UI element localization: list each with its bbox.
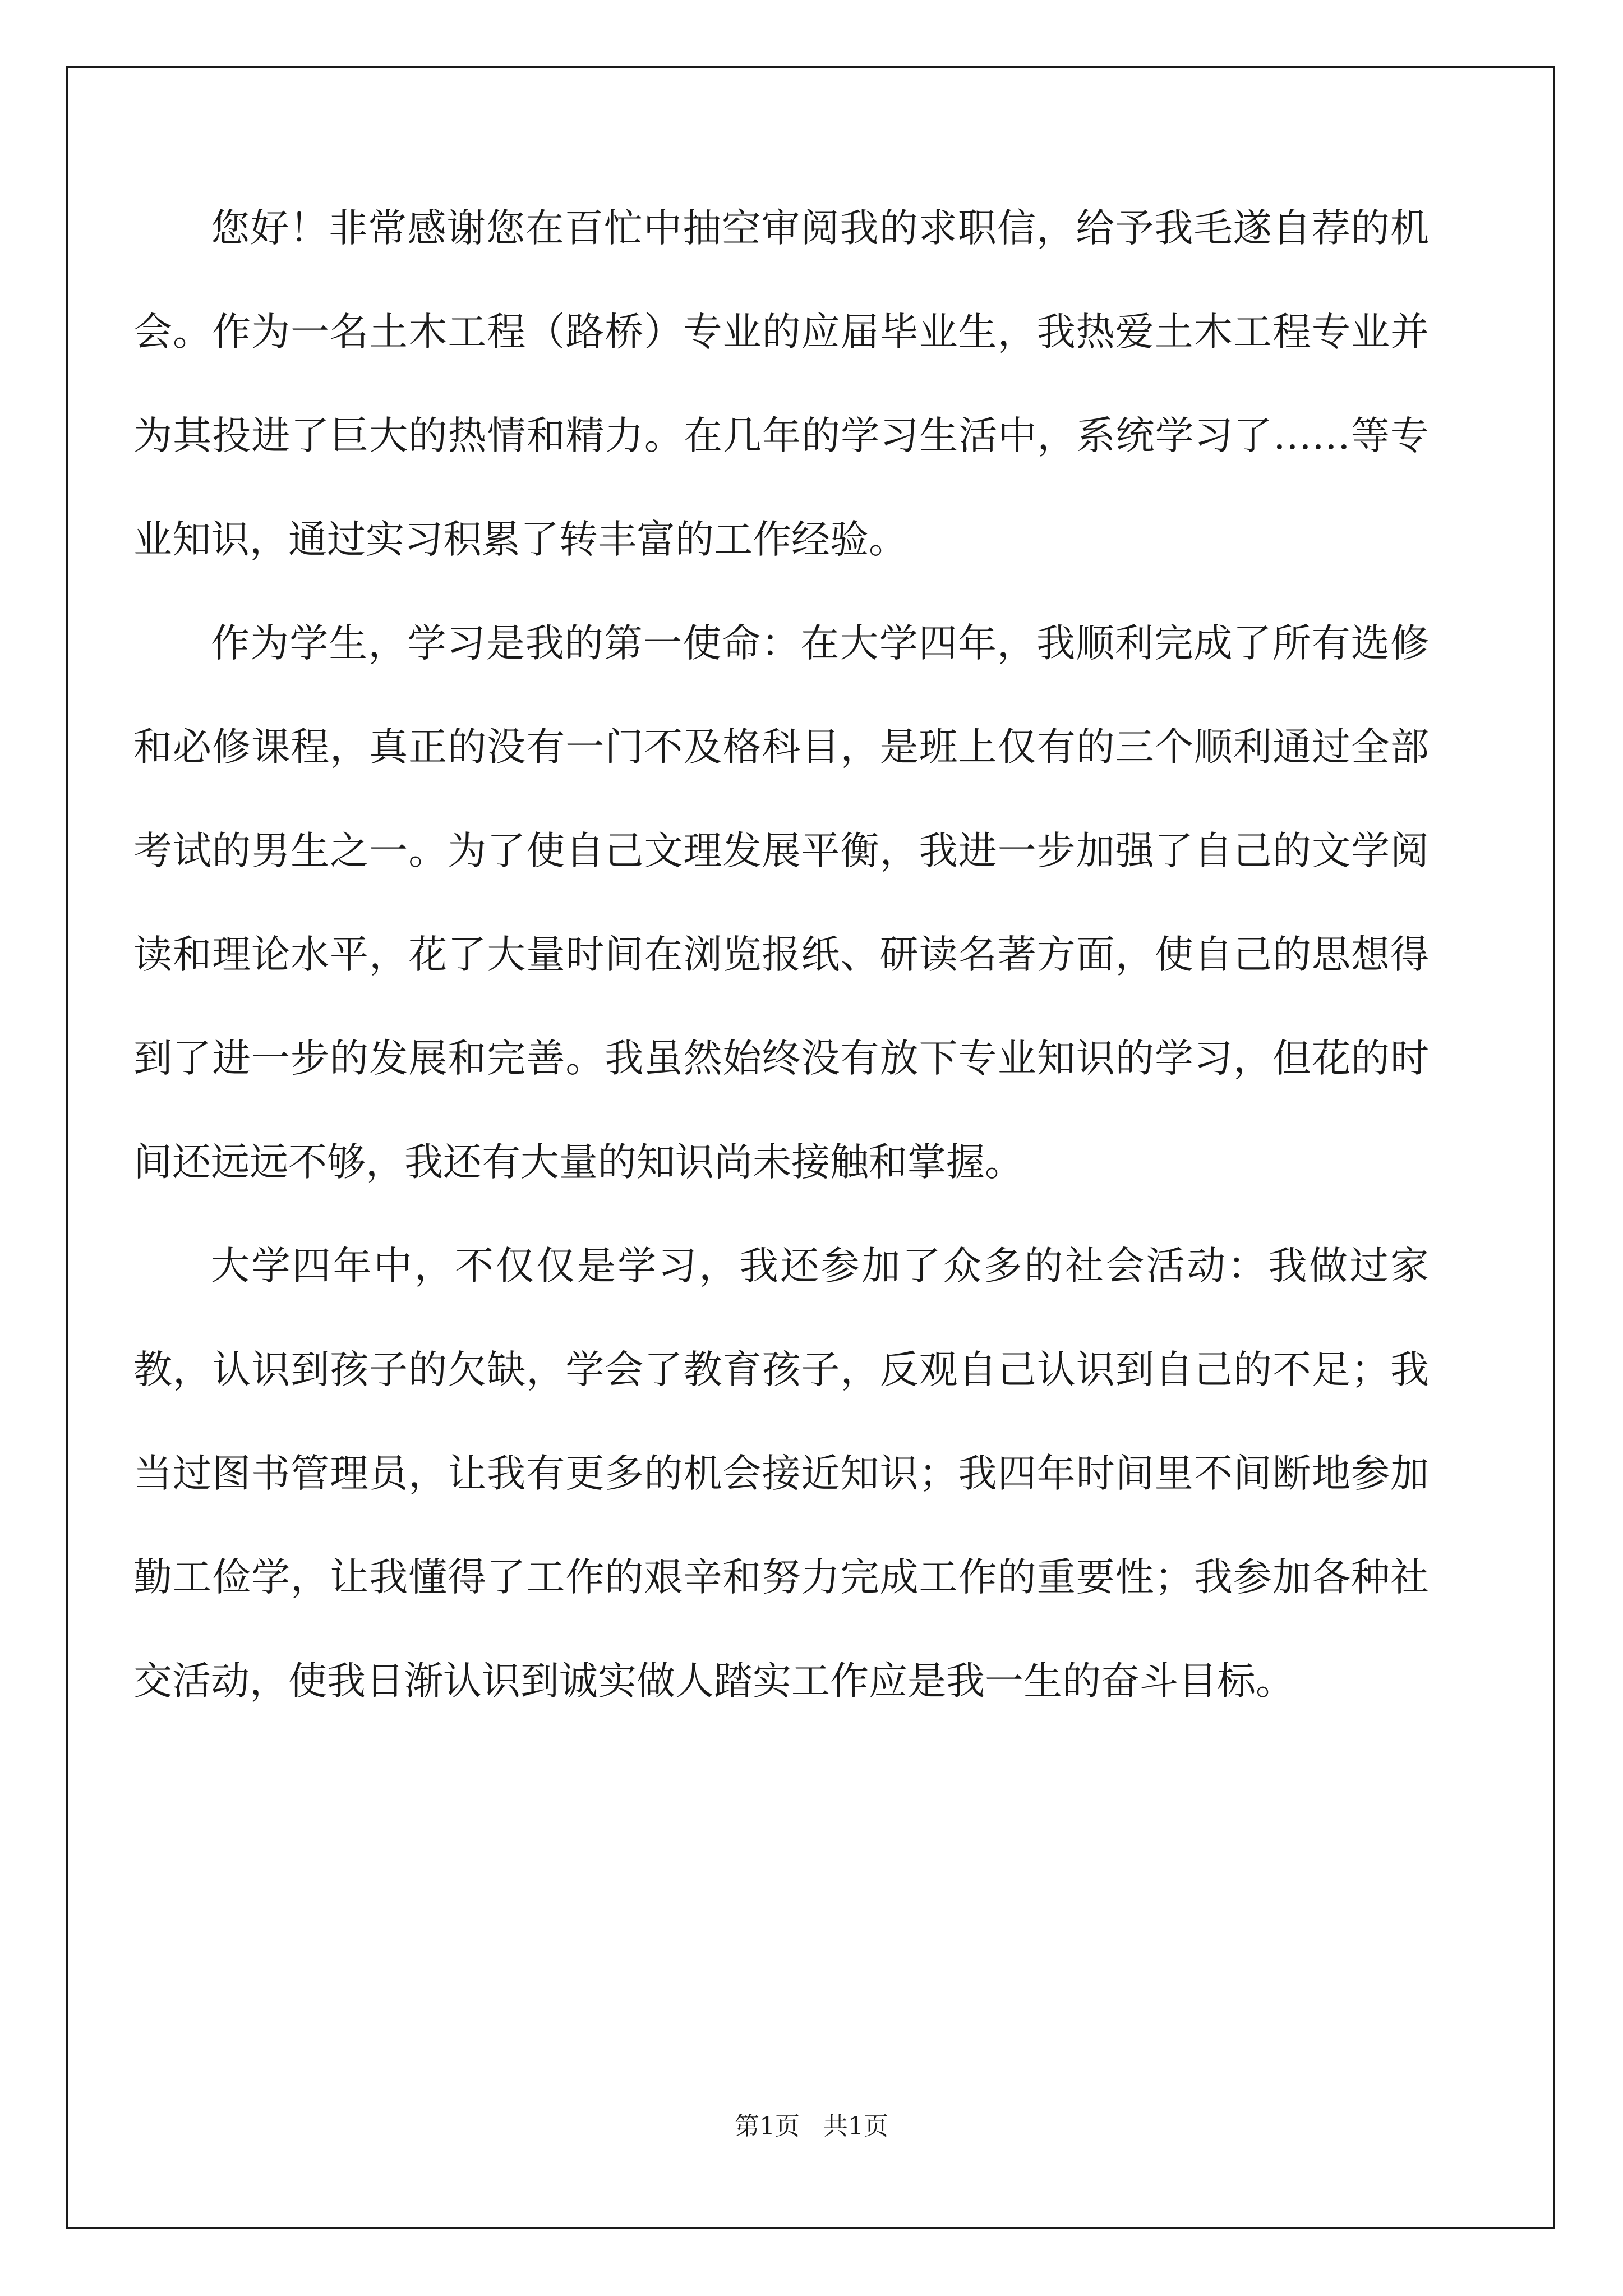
page-number-footer: 第1页 共1页 <box>735 2112 888 2141</box>
paragraph-greeting: 您好！非常感谢您在百忙中抽空审阅我的求职信，给予我毛遂自荐的机会。作为一名土木工程（路桥）专业的应届毕业生，我热爱土木工程专业并为其投进了巨大的热情和精力。在几年的学习生活中，系统学习了……等专业知识，通过实习积累了转丰富的工作经验。 <box>133 206 1429 562</box>
paragraph-study: 作为学生，学习是我的第一使命：在大学四年，我顺利完成了所有选修和必修课程，真正的没有一门不及格科目，是班上仅有的三个顺利通过全部考试的男生之一。为了使自己文理发展平衡，我进一步加强了自己的文学阅读和理论水平，花了大量时间在浏览报纸、研读名著方面，使自己的思想得到了进一步的发展和完善。我虽然始终没有放下专业知识的学习，但花的时间还远远不够，我还有大量的知识尚未接触和掌握。 <box>133 621 1429 1185</box>
paragraph-activities: 大学四年中，不仅仅是学习，我还参加了众多的社会活动：我做过家教，认识到孩子的欠缺，学会了教育孩子，反观自己认识到自己的不足；我当过图书管理员，让我有更多的机会接近知识；我四年时间里不间断地参加勤工俭学，让我懂得了工作的艰辛和努力完成工作的重要性；我参加各种社交活动，使我日渐认识到诚实做人踏实工作应是我一生的奋斗目标。 <box>133 1244 1429 1704</box>
letter-body <box>133 177 1429 1733</box>
